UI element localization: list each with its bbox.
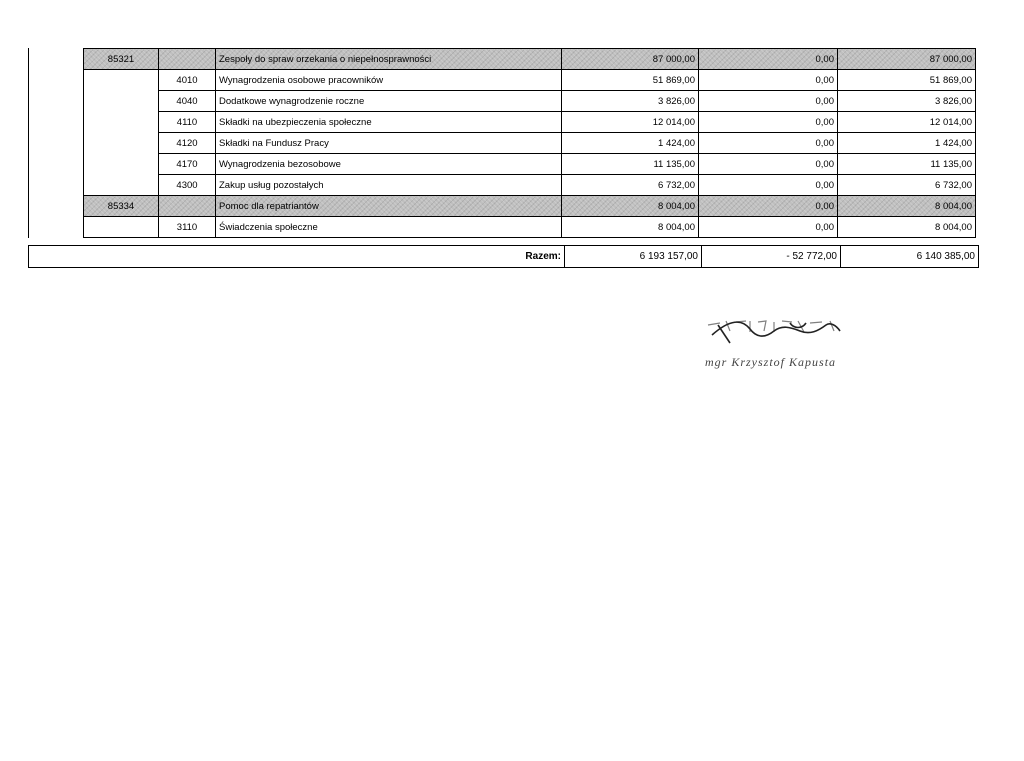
total-after: 6 140 385,00 xyxy=(841,246,979,268)
total-change: - 52 772,00 xyxy=(702,246,841,268)
item-name: Wynagrodzenia bezosobowe xyxy=(216,154,562,175)
paragraph-code: 4040 xyxy=(159,91,216,112)
item-name: Świadczenia społeczne xyxy=(216,217,562,238)
section-after: 8 004,00 xyxy=(838,196,976,217)
signature-scribble xyxy=(690,305,860,355)
item-after: 1 424,00 xyxy=(838,133,976,154)
paragraph-cell xyxy=(159,49,216,70)
item-after: 11 135,00 xyxy=(838,154,976,175)
paragraph-code: 4120 xyxy=(159,133,216,154)
table-row xyxy=(84,217,976,238)
paragraph-code: 4170 xyxy=(159,154,216,175)
section-change: 0,00 xyxy=(699,196,838,217)
item-plan: 1 424,00 xyxy=(562,133,699,154)
item-plan: 6 732,00 xyxy=(562,175,699,196)
section-code: 85321 xyxy=(84,49,159,70)
item-after: 3 826,00 xyxy=(838,91,976,112)
item-name: Zakup usług pozostałych xyxy=(216,175,562,196)
signatory-name: mgr Krzysztof Kapusta xyxy=(705,355,837,369)
item-plan: 51 869,00 xyxy=(562,70,699,91)
item-change: 0,00 xyxy=(699,217,838,238)
table-row xyxy=(84,91,976,112)
section-after: 87 000,00 xyxy=(838,49,976,70)
total-table xyxy=(28,245,979,268)
section-row xyxy=(84,49,976,70)
section-change: 0,00 xyxy=(699,49,838,70)
item-plan: 3 826,00 xyxy=(562,91,699,112)
paragraph-code: 4300 xyxy=(159,175,216,196)
item-change: 0,00 xyxy=(699,175,838,196)
section-name: Zespoły do spraw orzekania o niepełnosprawności xyxy=(216,49,562,70)
paragraph-code: 3110 xyxy=(159,217,216,238)
section-blank xyxy=(84,70,159,196)
section-plan: 87 000,00 xyxy=(562,49,699,70)
item-after: 6 732,00 xyxy=(838,175,976,196)
total-label: Razem: xyxy=(29,246,565,268)
item-name: Dodatkowe wynagrodzenie roczne xyxy=(216,91,562,112)
item-after: 12 014,00 xyxy=(838,112,976,133)
total-plan: 6 193 157,00 xyxy=(565,246,702,268)
item-after: 8 004,00 xyxy=(838,217,976,238)
item-change: 0,00 xyxy=(699,91,838,112)
table-row xyxy=(84,154,976,175)
section-name: Pomoc dla repatriantów xyxy=(216,196,562,217)
table-row xyxy=(84,133,976,154)
page-left-rule xyxy=(28,48,29,238)
item-plan: 11 135,00 xyxy=(562,154,699,175)
total-row xyxy=(29,246,979,268)
item-name: Składki na Fundusz Pracy xyxy=(216,133,562,154)
item-plan: 12 014,00 xyxy=(562,112,699,133)
item-after: 51 869,00 xyxy=(838,70,976,91)
section-blank xyxy=(84,217,159,238)
table-row xyxy=(84,112,976,133)
item-change: 0,00 xyxy=(699,154,838,175)
paragraph-code: 4010 xyxy=(159,70,216,91)
budget-table xyxy=(83,48,976,238)
section-code: 85334 xyxy=(84,196,159,217)
section-plan: 8 004,00 xyxy=(562,196,699,217)
item-name: Wynagrodzenia osobowe pracowników xyxy=(216,70,562,91)
table-row xyxy=(84,70,976,91)
item-name: Składki na ubezpieczenia społeczne xyxy=(216,112,562,133)
item-change: 0,00 xyxy=(699,70,838,91)
table-row xyxy=(84,175,976,196)
item-change: 0,00 xyxy=(699,133,838,154)
section-row xyxy=(84,196,976,217)
item-plan: 8 004,00 xyxy=(562,217,699,238)
item-change: 0,00 xyxy=(699,112,838,133)
paragraph-cell xyxy=(159,196,216,217)
paragraph-code: 4110 xyxy=(159,112,216,133)
